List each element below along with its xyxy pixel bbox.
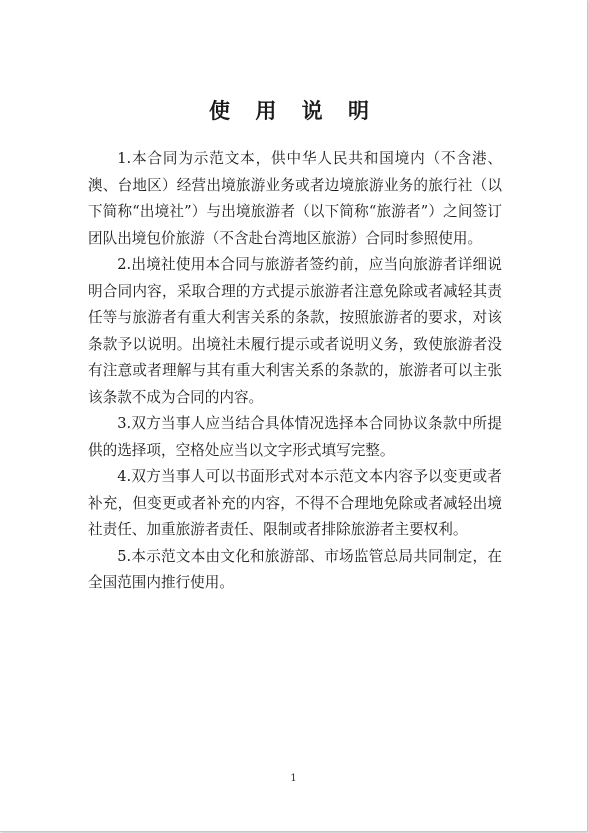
paragraph-3: 3.双方当事人应当结合具体情况选择本合同协议条款中所提供的选择项，空格处应当以文字形式填写完整。 [88, 415, 502, 459]
page-number: 1 [290, 773, 297, 784]
paragraph-4: 4.双方当事人可以书面形式对本示范文本内容予以变更或者补充，但变更或者补充的内容，不得不合理地免除或者减轻出境社责任、加重旅游者责任、限制或者排除旅游者主要权利。 [88, 468, 502, 538]
document-title: 使 用 说 明 [209, 98, 378, 123]
paragraph-1: 1.本合同为示范文本，供中华人民共和国境内（不含港、澳、台地区）经营出境旅游业务或者边境旅游业务的旅行社（以下简称“出境社”）与出境旅游者（以下简称“旅游者”）之间签订团队出境包价旅游（不含赴台湾地区旅游）合同时参照使用。 [88, 150, 502, 247]
paragraph-2: 2.出境社使用本合同与旅游者签约前，应当向旅游者详细说明合同内容，采取合理的方式提示旅游者注意免除或者减轻其责任等与旅游者有重大利害关系的条款，按照旅游者的要求，对该条款予以说明。出境社未履行提示或者说明义务，致使旅游者没有注意或者理解与其有重大利害关系的条款的，旅游者可以主张该条款不成为合同的内容。 [88, 256, 502, 406]
document-body [88, 146, 502, 597]
paragraph-5: 5.本示范文本由文化和旅游部、市场监管总局共同制定，在全国范围内推行使用。 [88, 547, 502, 591]
